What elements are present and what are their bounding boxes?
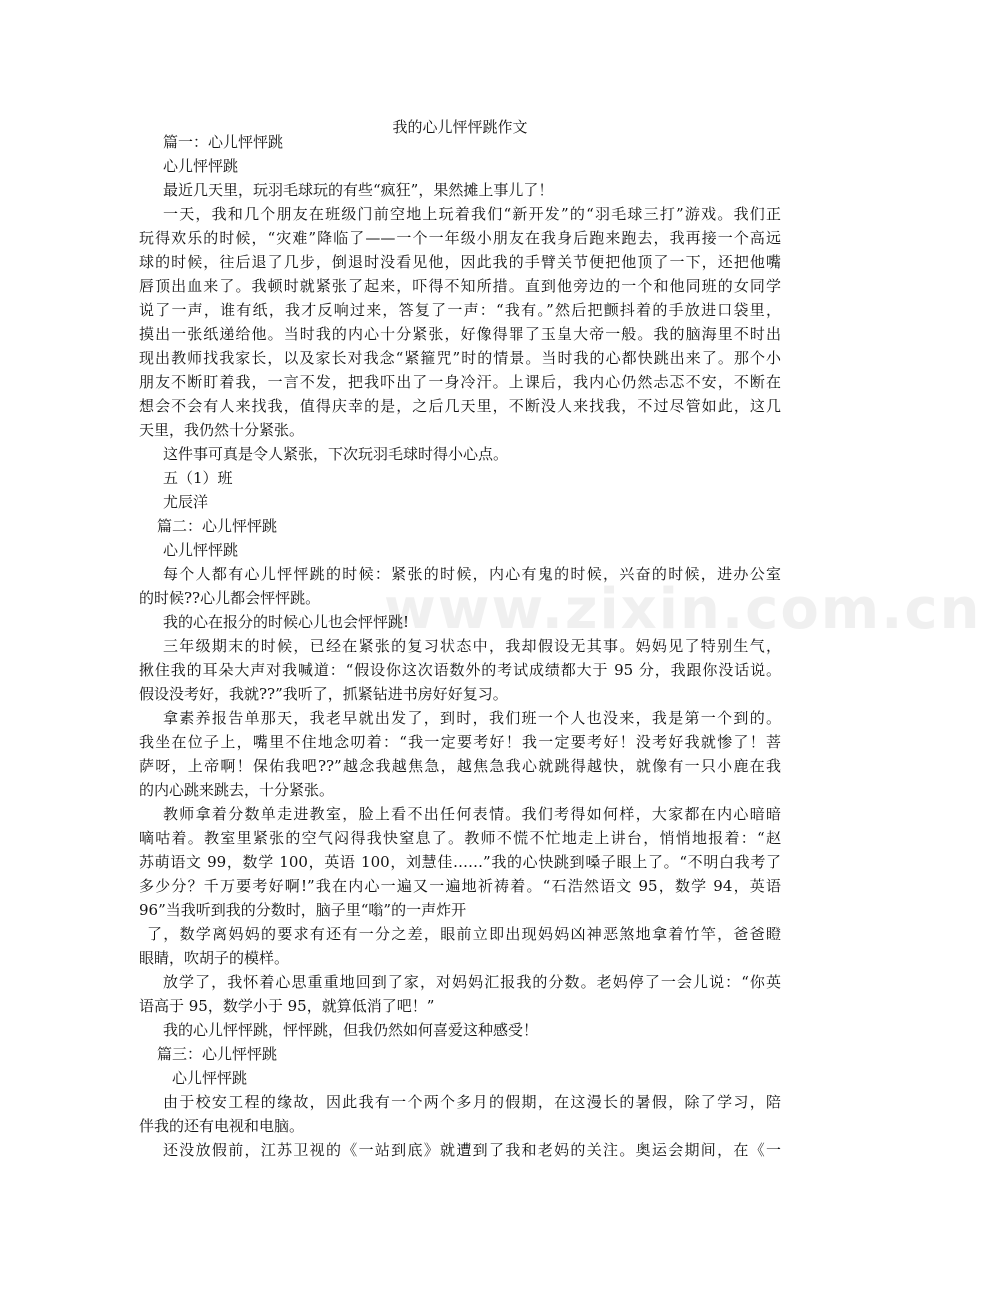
text-line: 现出教师找我家长，以及家长对我念“紧箍咒”时的情景。当时我的心都快跳出来了。那个小 [139,349,781,367]
text-line: 假设没考好，我就??”我听了，抓紧钻进书房好好复习。 [139,685,508,703]
text-line: 拿素养报告单那天，我老早就出发了，到时，我们班一个人也没来，我是第一个到的。 [163,709,781,727]
text-line: 玩得欢乐的时候，“灾难”降临了——一个一年级小朋友在我身后跑来跑去，我再接一个高远 [139,229,781,247]
text-line: 还没放假前，江苏卫视的《一站到底》就遭到了我和老妈的关注。奥运会期间，在《一 [163,1141,781,1159]
text-line: 摸出一张纸递给他。当时我的内心十分紧张，好像得罪了玉皇大帝一般。我的脑海里不时出 [139,325,781,343]
text-line: 篇二：心儿怦怦跳 [157,517,278,535]
text-line: 96”当我听到我的分数时，脑子里“嗡”的一声炸开 [139,901,467,919]
text-line: 语高于 95，数学小于 95，就算低消了吧！” [139,997,435,1015]
text-line: 苏萌语文 99，数学 100，英语 100，刘慧佳……”我的心快跳到嗓子眼上了。“不明白我考了 [139,853,781,871]
text-line: 的时候??心儿都会怦怦跳。 [139,589,321,607]
text-line: 想会不会有人来找我，值得庆幸的是，之后几天里，不断没人来找我，不过尽管如此，这几 [139,397,781,415]
text-line: 心儿怦怦跳 [172,1069,248,1087]
text-line: 最近几天里，玩羽毛球玩的有些“疯狂”，果然摊上事儿了！ [163,181,554,199]
text-line: 我的心儿怦怦跳，怦怦跳，但我仍然如何喜爱这种感受！ [163,1021,539,1039]
text-line: 球的时候，往后退了几步，倒退时没看见他，因此我的手臂关节便把他顶了一下，还把他嘴 [139,253,781,271]
text-line: 放学了，我怀着心思重重地回到了家，对妈妈汇报我的分数。老妈停了一会儿说：“你英 [163,973,781,991]
text-line: 心儿怦怦跳 [163,541,239,559]
text-line: 多少分？千万要考好啊!”我在内心一遍又一遍地祈祷着。“石浩然语文 95，数学 94，英语 [139,877,781,895]
text-line: 五（1）班 [163,469,233,487]
text-line: 由于校安工程的缘故，因此我有一个两个多月的假期，在这漫长的暑假，除了学习，陪 [163,1093,781,1111]
text-line: 三年级期末的时候，已经在紧张的复习状态中，我却假设无其事。妈妈见了特别生气， [163,637,781,655]
text-line: 的内心跳来跳去，十分紧张。 [139,781,335,799]
text-line: 篇三：心儿怦怦跳 [157,1045,278,1063]
text-line: 伴我的还有电视和电脑。 [139,1117,305,1135]
text-line: 我的心在报分的时候心儿也会怦怦跳! [163,613,410,631]
text-line: 这件事可真是令人紧张，下次玩羽毛球时得小心点。 [163,445,509,463]
watermark: www.zixin.com.cn [384,577,982,642]
text-line: 教师拿着分数单走进教室，脸上看不出任何表情。我们考得如何样，大家都在内心暗暗 [163,805,781,823]
text-line: 唇顶出血来了。我顿时就紧张了起来，吓得不知所措。直到他旁边的一个和他同班的女同学 [139,277,781,295]
text-line: 萨呀，上帝啊！保佑我吧??”越念我越焦急，越焦急我心就跳得越快，就像有一只小鹿在我 [139,757,781,775]
text-line: 说了一声，谁有纸，我才反响过来，答复了一声：“我有。”然后把颤抖着的手放进口袋里， [139,301,781,319]
page-title: 我的心儿怦怦跳作文 [392,118,528,136]
text-line: 心儿怦怦跳 [163,157,239,175]
text-line: 揪住我的耳朵大声对我喊道：“假设你这次语数外的考试成绩都大于 95 分，我跟你没话说。 [139,661,781,679]
text-line: 了，数学离妈妈的要求有还有一分之差，眼前立即出现妈妈凶神恶煞地拿着竹竿，爸爸瞪 [147,925,781,943]
text-line: 一天，我和几个朋友在班级门前空地上玩着我们“新开发”的“羽毛球三打”游戏。我们正 [163,205,781,223]
text-line: 篇一：心儿怦怦跳 [163,133,284,151]
text-line: 天里，我仍然十分紧张。 [139,421,305,439]
text-line: 眼睛，吹胡子的模样。 [139,949,290,967]
text-line: 尤辰洋 [163,493,209,511]
text-line: 我坐在位子上，嘴里不住地念叨着：“我一定要考好！我一定要考好！没考好我就惨了！菩 [139,733,781,751]
text-line: 嘀咕着。教室里紧张的空气闷得我快窒息了。教师不慌不忙地走上讲台，悄悄地报着：“赵 [139,829,781,847]
text-line: 每个人都有心儿怦怦跳的时候：紧张的时候，内心有鬼的时候，兴奋的时候，进办公室 [163,565,781,583]
text-line: 朋友不断盯着我，一言不发，把我吓出了一身冷汗。上课后，我内心仍然忐忑不安，不断在 [139,373,781,391]
